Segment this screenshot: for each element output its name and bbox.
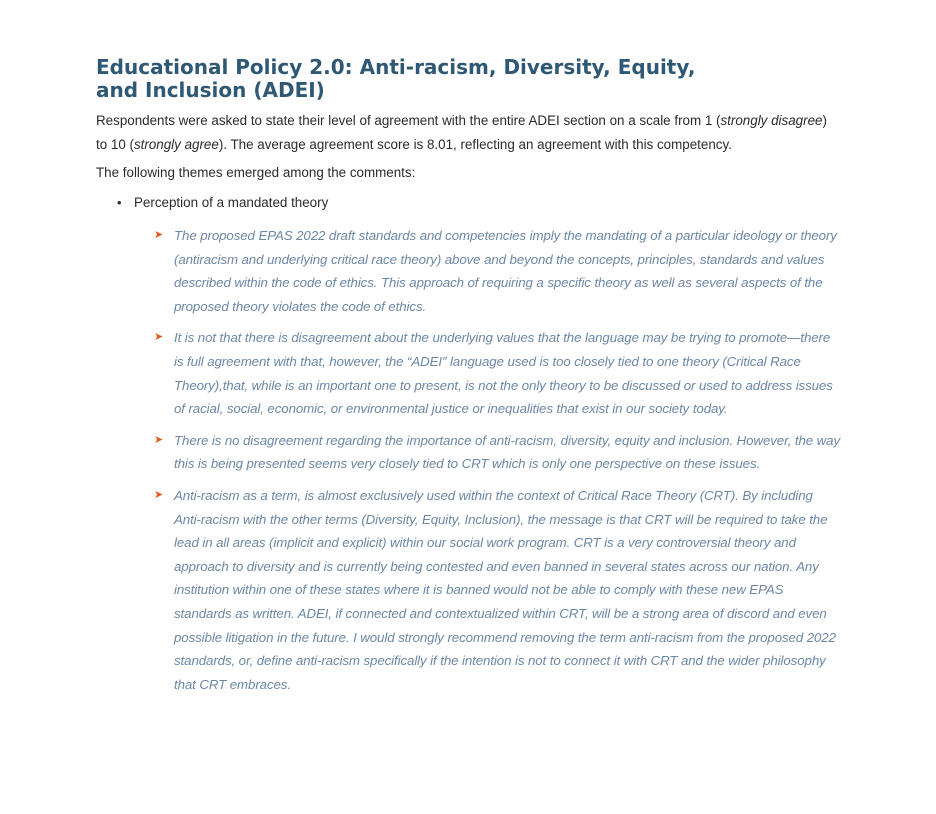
- quote-text: Anti-racism as a term, is almost exclusively used within the context of Critical Race Theory (CRT). By including Anti-racism with the other terms (Diversity, Equity, Inclusion), the message is that CRT will be required to take the lead in all areas (implicit and explicit) within our social work program. CRT is a very controversial theory and approach to diversity and is currently being contested and even banned in several states across our nation. Any institution within one of these states where it is banned would not be able to comply with these new EPAS standards as written. ADEI, if connected and contextualized within CRT, will be a strong area of discord and even possible litigation in the future. I would strongly recommend removing the term anti-racism from the proposed 2022 standards, or, define anti-racism specifically if the intention is not to connect it with CRT and the wider philosophy that CRT embraces.: [174, 487, 836, 692]
- intro-text-3: ). The average agreement score is 8.01, reflecting an agreement with this competency.: [218, 137, 732, 152]
- intro-text-1: Respondents were asked to state their level of agreement with the entire ADEI section on a scale from 1 (: [96, 113, 721, 128]
- quote-text: The proposed EPAS 2022 draft standards and competencies imply the mandating of a particular ideology or theory (antiracism and underlying critical race theory) above and beyond the concepts, principles, standards and values described within the code of ethics. This approach of requiring a specific theory as well as several aspects of the proposed theory violates the code of ethics.: [174, 228, 837, 314]
- arrow-right-icon: ➤: [154, 488, 164, 501]
- quote-list: [96, 224, 840, 696]
- intro-emphasis-disagree: strongly disagree: [720, 113, 823, 128]
- theme-label: Perception of a mandated theory: [134, 195, 329, 210]
- quote-item: [96, 429, 840, 476]
- intro-paragraph: [96, 109, 840, 157]
- arrow-right-icon: ➤: [154, 229, 164, 241]
- document-page: [96, 56, 840, 696]
- quote-item: [96, 484, 840, 696]
- theme-bullet: [96, 191, 840, 215]
- arrow-right-icon: ➤: [154, 331, 164, 344]
- quote-item: [96, 326, 840, 420]
- quote-text: It is not that there is disagreement about the underlying values that the language may be trying to promote—there is full agreement with that, however, the “ADEI” language used is too closely tied to one theory (Critical Race Theory),that, while is an important one to present, is not the only theory to be discussed or used to address issues of racial, social, economic, or environmental justice or inequalities that exist in our society today.: [174, 330, 833, 417]
- intro-text-2: ) to 10 (: [96, 113, 827, 152]
- themes-lead: The following themes emerged among the comments:: [96, 165, 416, 180]
- arrow-right-icon: ➤: [154, 433, 164, 446]
- quote-text: There is no disagreement regarding the importance of anti-racism, diversity, equity and inclusion. However, the way this is being presented seems very closely tied to CRT which is only one perspective on these issues.: [174, 432, 840, 472]
- intro-emphasis-agree: strongly agree: [133, 137, 219, 152]
- bullet-dot-icon: •: [117, 195, 122, 210]
- section-heading: Educational Policy 2.0: Anti-racism, Diversity, Equity, and Inclusion (ADEI): [96, 55, 696, 102]
- quote-item: [96, 224, 840, 318]
